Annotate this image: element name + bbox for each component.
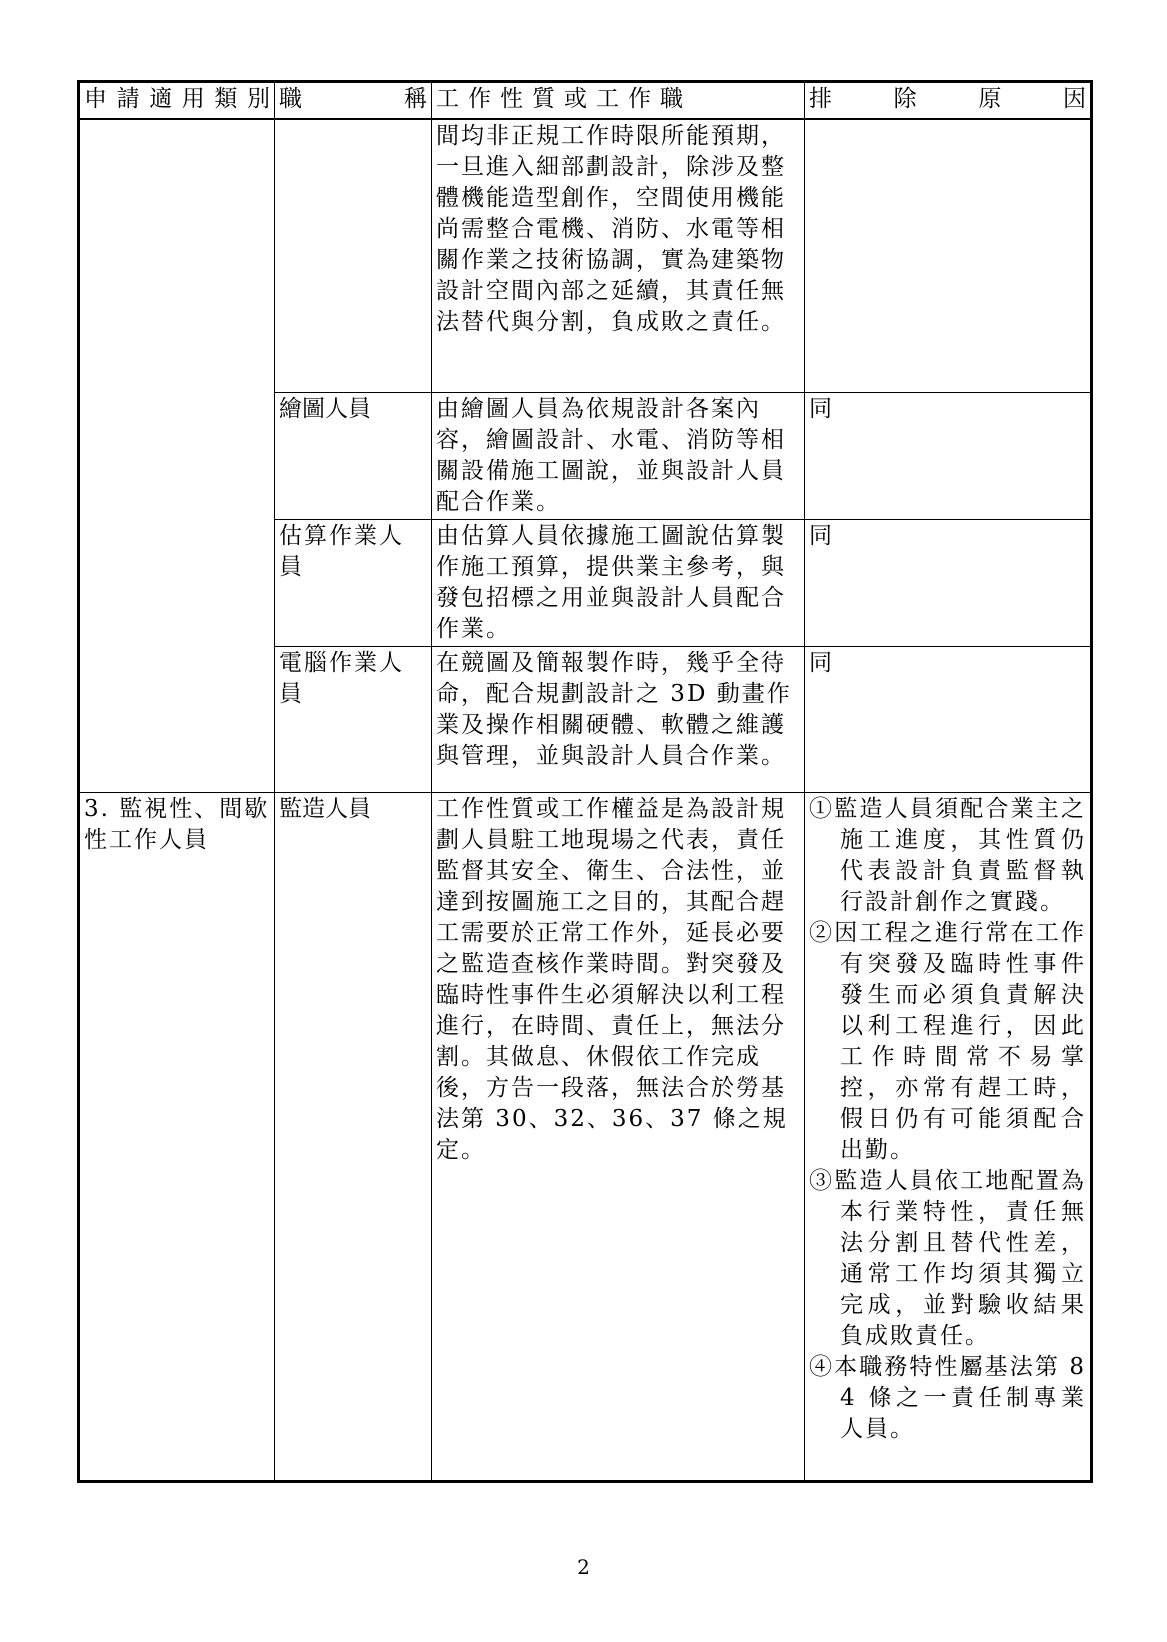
cell-title: 監造人員 [275,793,432,1482]
cell-nature: 由繪圖人員為依規設計各案內容，繪圖設計、水電、消防等相關設備施工圖說，並與設計人員配合作業。 [432,393,805,520]
header-title [275,82,432,120]
cell-reason: 同 [805,647,1092,793]
header-nature-label: 工作性質或工作職 [436,86,692,112]
exclusion-table [77,80,1093,1483]
header-category [79,82,275,120]
cell-title: 估算作業人員 [275,520,432,647]
cell-nature: 在競圖及簡報製作時，幾乎全待命，配合規劃設計之 3D 動畫作業及操作相關硬體、軟體之維護與管理，並與設計人員合作業。 [432,647,805,793]
cell-title: 電腦作業人員 [275,647,432,793]
table-row [79,119,1092,393]
reason-item: ②因工程之進行常在工作有突發及臨時性事件發生而必須負責解決以利工程進行，因此工作時間常不易掌控，亦常有趕工時，假日仍有可能須配合出勤。 [809,920,1086,1163]
cell-category [79,119,275,793]
reason-item: ④本職務特性屬基法第 84 條之一責任制專業人員。 [809,1354,1086,1442]
cell-reason: 同 [805,393,1092,520]
table-header-row [79,82,1092,120]
cell-reason [805,119,1092,393]
cell-nature: 工作性質或工作權益是為設計規劃人員駐工地現場之代表，責任監督其安全、衛生、合法性，並達到按圖施工之目的，其配合趕工需要於正常工作外，延長必要之監造查核作業時間。對突發及臨時性事件生必須解決以利工程進行，在時間、責任上，無法分割。其做息、休假依工作完成後，方告一段落，無法合於勞基法第 30、32、36、37 條之規定。 [432,793,805,1482]
header-reason-label: 排 除 原 因 [809,86,1086,112]
header-title-label: 職 稱 [279,86,427,112]
cell-category: 3. 監視性、間歇性工作人員 [79,793,275,1482]
header-reason [805,82,1092,120]
cell-nature: 間均非正規工作時限所能預期，一旦進入細部劃設計，除涉及整體機能造型創作，空間使用機能尚需整合電機、消防、水電等相關作業之技術協調，實為建築物設計空間內部之延續，其責任無法替代與分割，負成敗之責任。 [432,119,805,393]
reason-item: ③監造人員依工地配置為本行業特性，責任無法分割且替代性差，通常工作均須其獨立完成，並對驗收結果負成敗責任。 [809,1168,1086,1349]
cell-reason-list [805,793,1092,1482]
table-row [79,793,1092,1482]
cell-nature: 由估算人員依據施工圖說估算製作施工預算，提供業主參考，與發包招標之用並與設計人員配合作業。 [432,520,805,647]
cell-title: 繪圖人員 [275,393,432,520]
cell-reason: 同 [805,520,1092,647]
header-nature [432,82,805,120]
cell-title [275,119,432,393]
reason-item: ①監造人員須配合業主之施工進度，其性質仍代表設計負責監督執行設計創作之實踐。 [809,796,1086,915]
header-category-label: 申 請 適 用 類 別 [84,86,270,112]
page-number: 2 [577,1555,590,1579]
